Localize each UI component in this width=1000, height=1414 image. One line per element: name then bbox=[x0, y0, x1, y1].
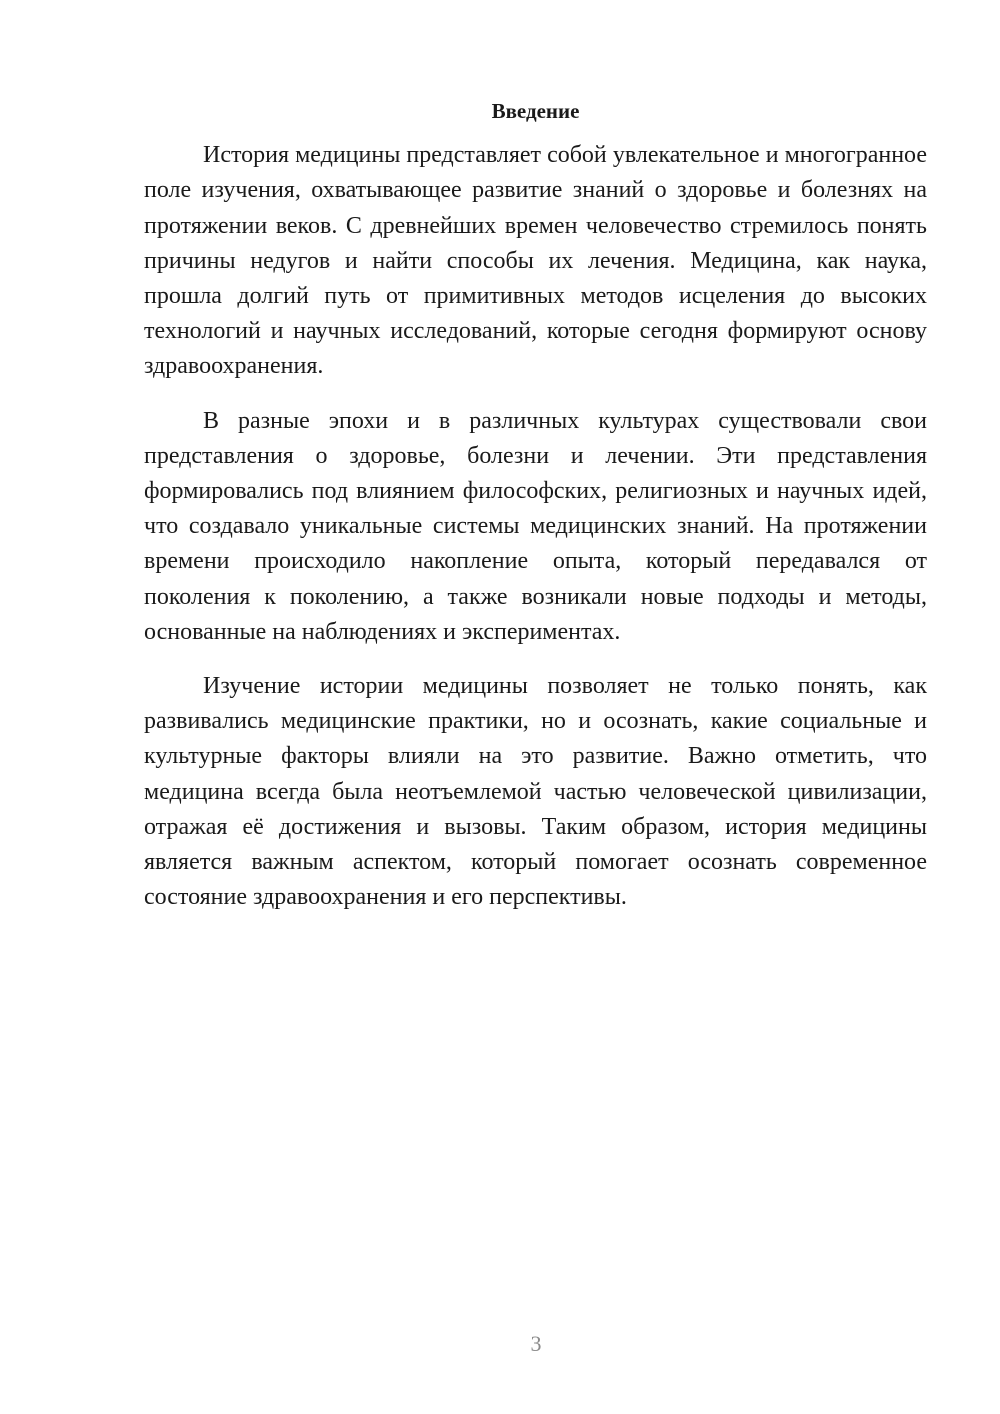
paragraph-1: История медицины представляет собой увлекательное и многогранное поле изучения, охватывающее развитие знаний о здоровье и болезнях на протяжении веков. С древнейших времен человечество стремилось понять причины недугов и найти способы их лечения. Медицина, как наука, прошла долгий путь от примитивных методов исцеления до высоких технологий и научных исследований, которые сегодня формируют основу здравоохранения. bbox=[144, 142, 927, 380]
paragraph-3: Изучение истории медицины позволяет не только понять, как развивались медицинские практики, но и осознать, какие социальные и культурные факторы влияли на это развитие. Важно отметить, что медицина всегда была неотъемлемой частью человеческой цивилизации, отражая её достижения и вызовы. Таким образом, история медицины является важным аспектом, который помогает осознать современное состояние здравоохранения и его перспективы. bbox=[144, 673, 927, 911]
paragraph-2: В разные эпохи и в различных культурах существовали свои представления о здоровье, болезни и лечении. Эти представления формировались под влиянием философских, религиозных и научных идей, что создавало уникальные системы медицинских знаний. На протяжении времени происходило накопление опыта, который передавался от поколения к поколению, а также возникали новые подходы и методы, основанные на наблюдениях и экспериментах. bbox=[144, 407, 927, 645]
section-title: Введение bbox=[491, 99, 580, 123]
page-number: 3 bbox=[530, 1331, 542, 1356]
document-body bbox=[144, 94, 927, 934]
